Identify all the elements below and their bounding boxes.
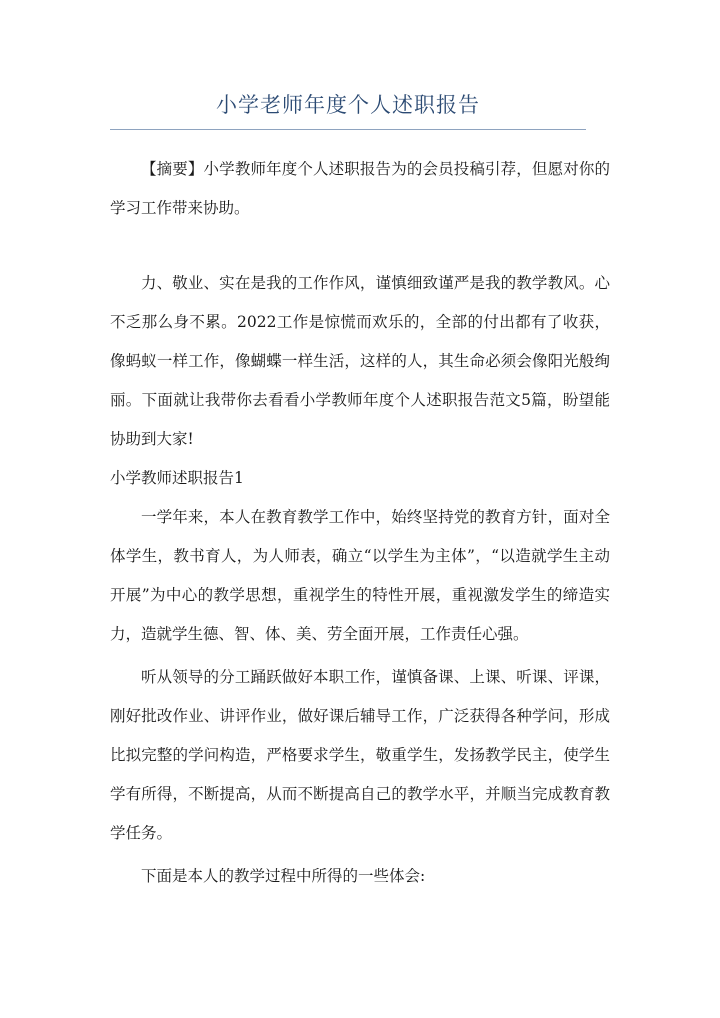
body-paragraph-2: 听从领导的分工踊跃做好本职工作，谨慎备课、上课、听课、评课，刚好批改作业、讲评作业，做好课后辅导工作，广泛获得各种学问，形成比拟完整的学问构造，严格要求学生，敬重学生，发扬教学民主，使学生学有所得，不断提高，从而不断提高自己的教学水平，并顺当完成教育教学任务。 <box>110 668 610 842</box>
title-divider <box>110 129 586 130</box>
body-paragraph-1: 一学年来，本人在教育教学工作中，始终坚持党的教育方针，面对全体学生，教书育人，为人师表，确立“以学生为主体”，“以造就学生主动开展”为中心的教学思想，重视学生的特性开展，重视激发学生的缔造实力，造就学生德、智、体、美、劳全面开展，工作责任心强。 <box>110 508 610 643</box>
paragraph-spacer <box>110 228 610 264</box>
abstract-paragraph: 【摘要】小学教师年度个人述职报告为的会员投稿引荐，但愿对你的学习工作带来协助。 <box>110 160 610 217</box>
section-heading: 小学教师述职报告1 <box>110 469 244 487</box>
body-paragraph-3: 下面是本人的教学过程中所得的一些体会: <box>141 867 426 885</box>
intro-paragraph: 力、敬业、实在是我的工作作风，谨慎细致谨严是我的教学教风。心不乏那么身不累。2022工作是惊慌而欢乐的，全部的付出都有了收获，像蚂蚁一样工作，像蝴蝶一样生活，这样的人，其生命必须会像阳光般绚丽。下面就让我带你去看看小学教师年度个人述职报告范文5篇，盼望能协助到大家! <box>110 274 610 448</box>
document-title: 小学老师年度个人述职报告 <box>216 93 480 117</box>
document-body <box>110 150 610 896</box>
